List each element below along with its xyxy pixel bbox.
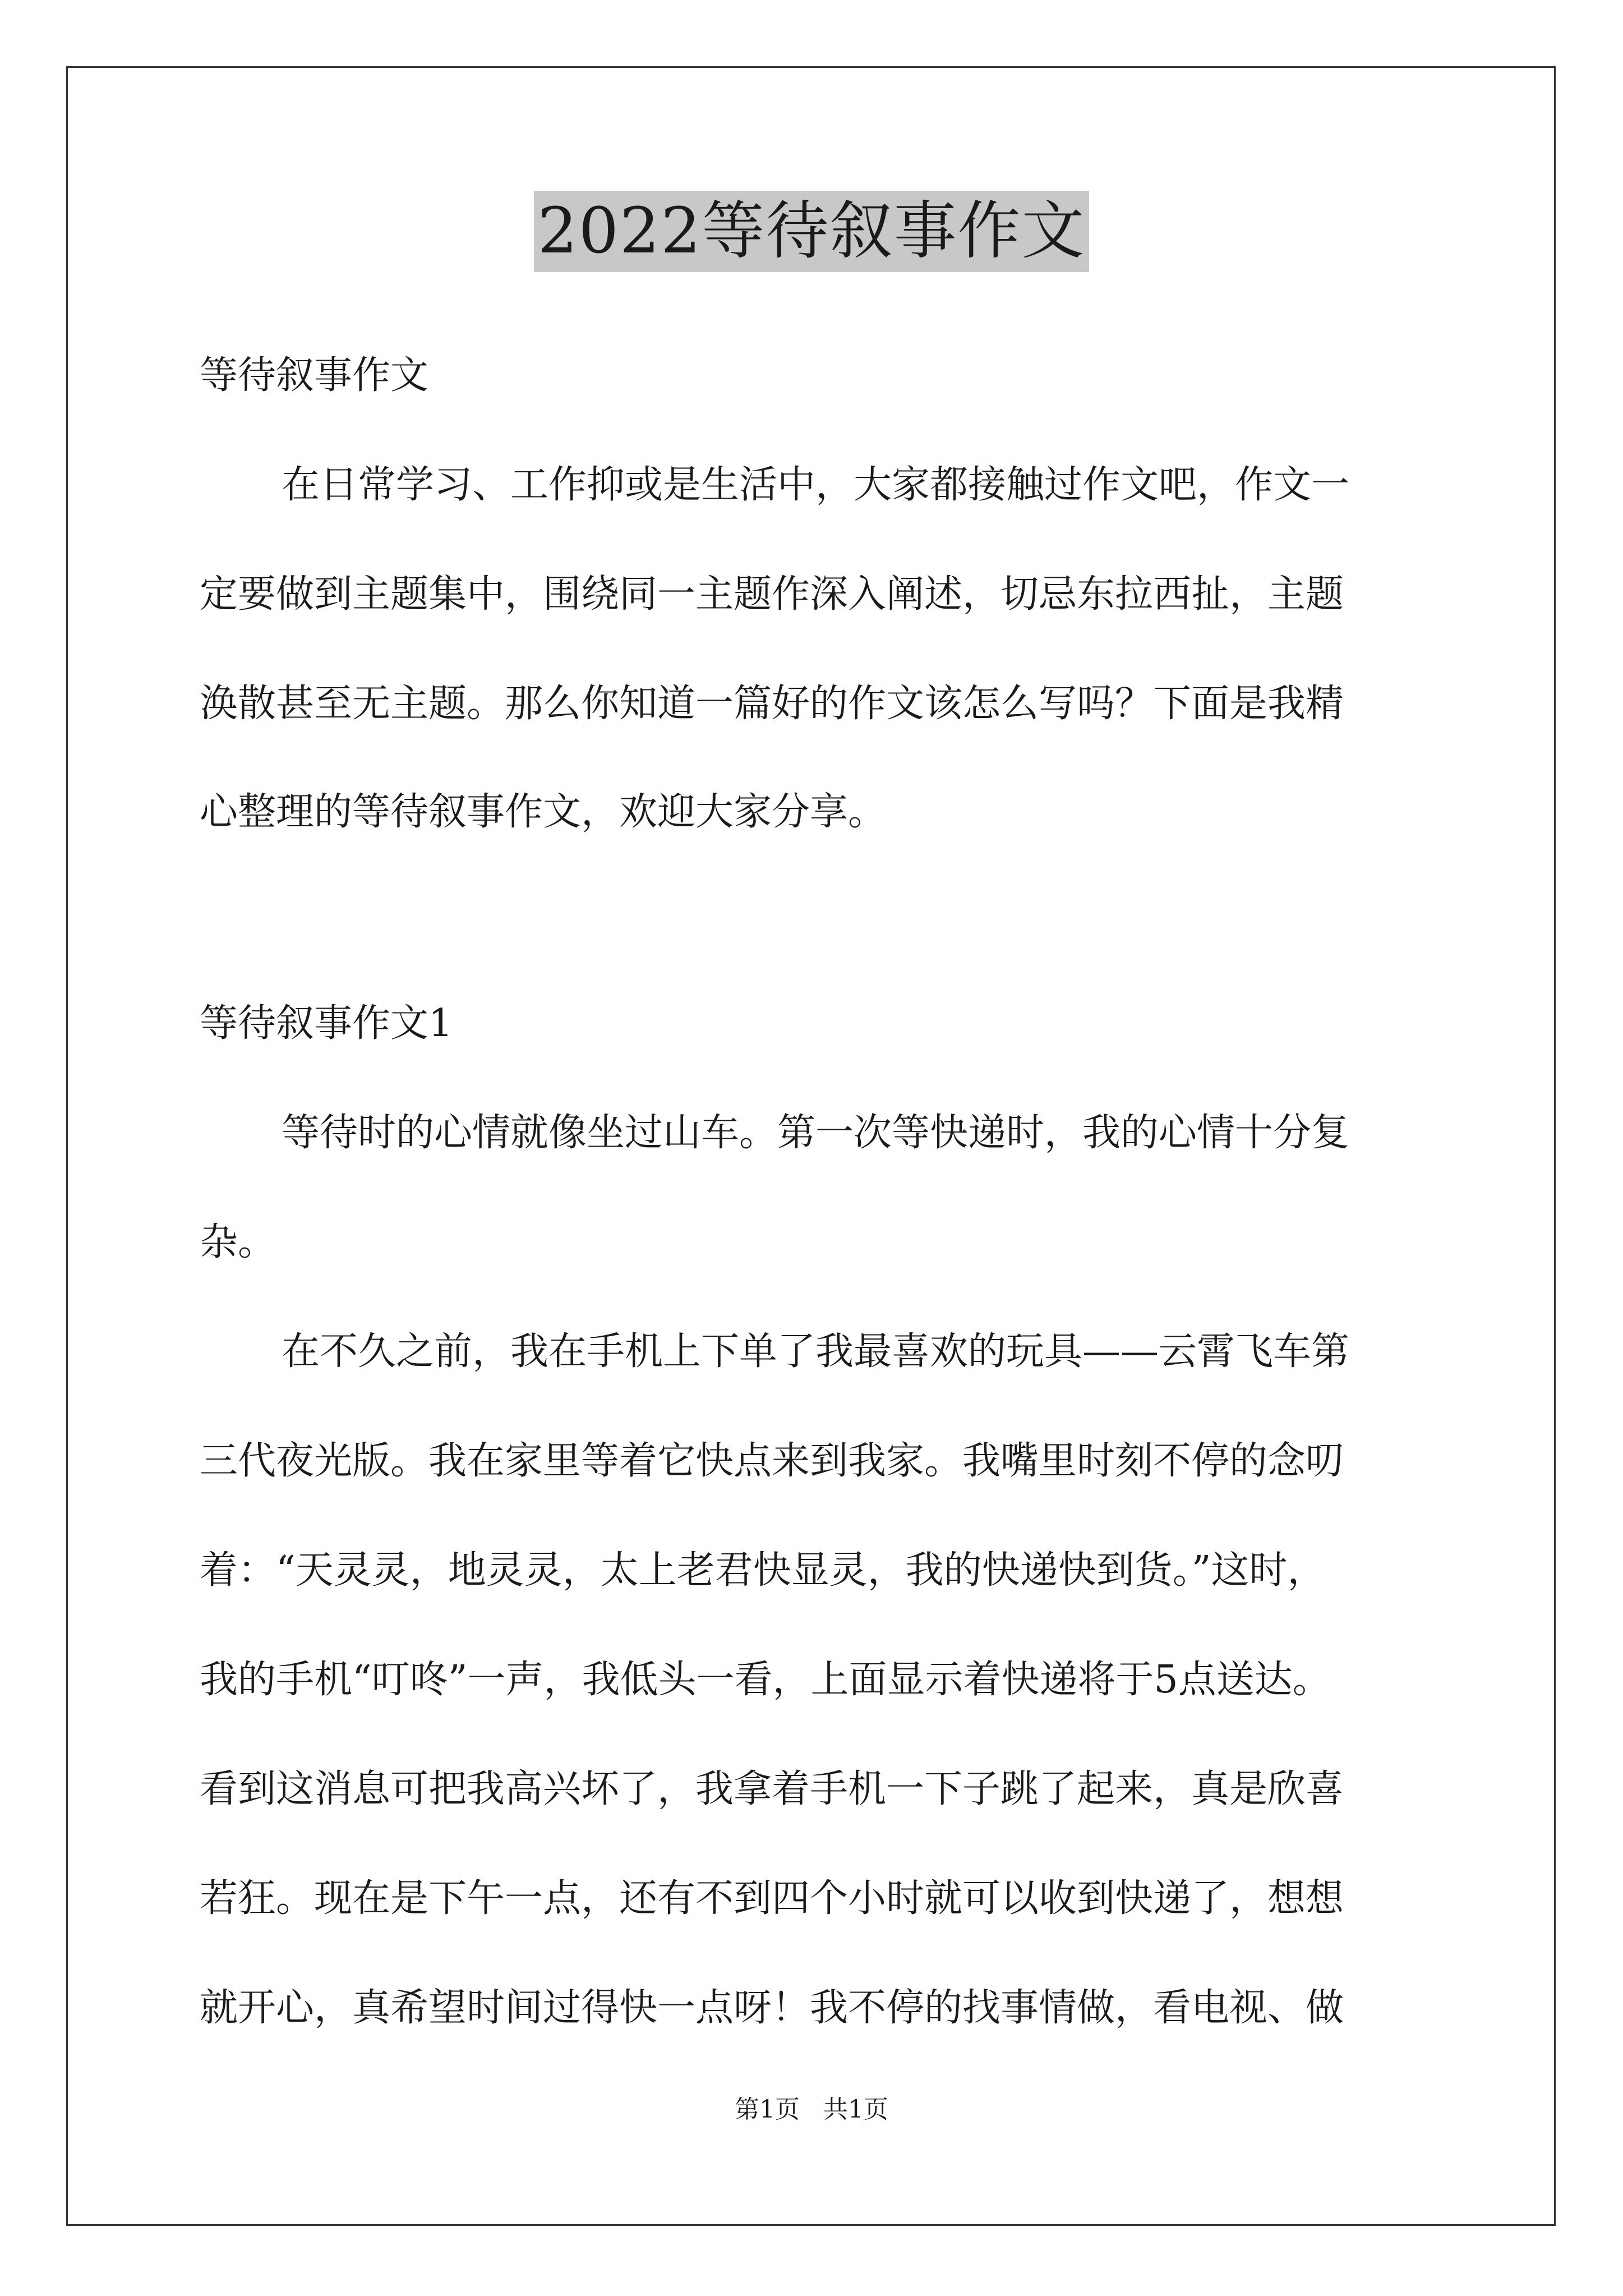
document-title: 2022等待叙事作文 [534, 191, 1089, 272]
section-heading: 等待叙事作文1 [200, 1001, 453, 1046]
paragraph-line: 若狂。现在是下午一点，还有不到四个小时就可以收到快递了，想想 [200, 1876, 1344, 1921]
paragraph-line: 就开心，真希望时间过得快一点呀！我不停的找事情做，看电视、做 [200, 1986, 1344, 2030]
title-container [0, 191, 1623, 272]
paragraph-line: 着：“天灵灵，地灵灵，太上老君快显灵，我的快递快到货。”这时， [200, 1548, 1326, 1593]
intro-line: 在日常学习、工作抑或是生活中，大家都接触过作文吧，作文一 [282, 463, 1350, 507]
intro-line: 定要做到主题集中，围绕同一主题作深入阐述，切忌东拉西扯，主题 [200, 572, 1344, 616]
paragraph-line: 等待时的心情就像坐过山车。第一次等快递时，我的心情十分复 [282, 1111, 1350, 1155]
paragraph-line: 我的手机“叮咚”一声，我低头一看，上面显示着快递将于5点送达。 [200, 1658, 1331, 1702]
paragraph-line: 在不久之前，我在手机上下单了我最喜欢的玩具——云霄飞车第 [282, 1329, 1350, 1374]
intro-line: 涣散甚至无主题。那么你知道一篇好的作文该怎么写吗？下面是我精 [200, 682, 1344, 726]
intro-line: 心整理的等待叙事作文，欢迎大家分享。 [200, 790, 887, 834]
subtitle-heading: 等待叙事作文 [200, 353, 429, 398]
page-footer: 第1页 共1页 [735, 2095, 888, 2124]
paragraph-line: 看到这消息可把我高兴坏了，我拿着手机一下子跳了起来，真是欣喜 [200, 1767, 1344, 1811]
paragraph-line: 杂。 [200, 1220, 276, 1264]
paragraph-line: 三代夜光版。我在家里等着它快点来到我家。我嘴里时刻不停的念叨 [200, 1439, 1344, 1483]
